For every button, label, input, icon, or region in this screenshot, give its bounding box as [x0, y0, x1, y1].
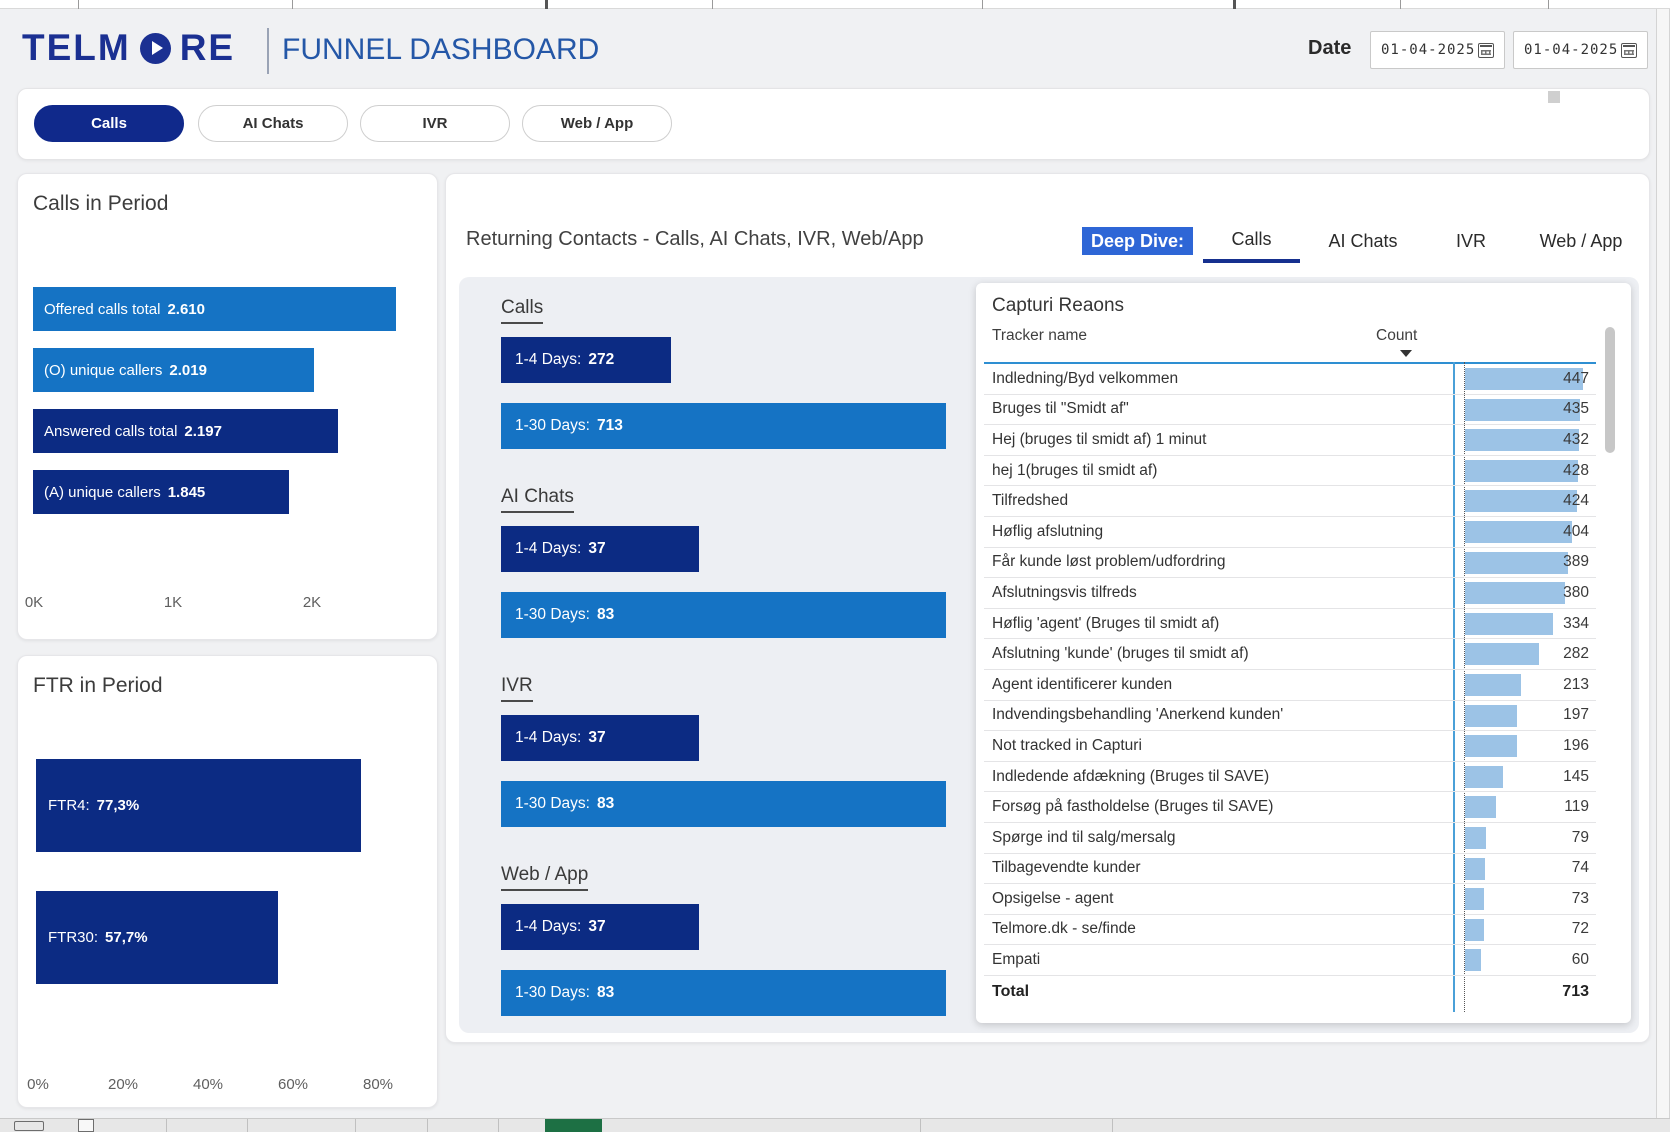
- count-bar: [1465, 490, 1577, 512]
- bar-value: 272: [588, 351, 615, 368]
- count-value: 404: [1563, 522, 1589, 540]
- bar-label: Offered calls total: [44, 300, 161, 318]
- tracker-name: Afslutning 'kunde' (bruges til smidt af): [992, 645, 1249, 663]
- top-strip-tick: [712, 0, 713, 9]
- count-value: 145: [1563, 767, 1589, 785]
- bar-value: 37: [588, 729, 606, 746]
- panel-scroll-handle[interactable]: [1548, 91, 1560, 103]
- count-value: 428: [1563, 461, 1589, 479]
- returning-contacts-panel: [445, 173, 1650, 1043]
- x-axis-tick: 0%: [27, 1076, 49, 1093]
- taskbar-excel-tab[interactable]: [545, 1119, 602, 1132]
- count-bar: [1465, 796, 1496, 818]
- count-value: 197: [1563, 706, 1589, 724]
- bar-label: (O) unique callers: [44, 361, 163, 379]
- date-to-input[interactable]: [1513, 31, 1648, 69]
- tracker-name: Not tracked in Capturi: [992, 736, 1142, 754]
- capturi-table-row[interactable]: [984, 609, 1596, 640]
- count-value: 282: [1563, 645, 1589, 663]
- x-axis-tick: 40%: [192, 1076, 224, 1093]
- funnel-bar[interactable]: [501, 781, 946, 827]
- count-bar: [1465, 766, 1503, 788]
- count-value: 447: [1563, 369, 1589, 387]
- top-strip-tick: [1548, 0, 1549, 9]
- logo-text-right: RE: [179, 27, 236, 68]
- count-bar: [1465, 705, 1517, 727]
- window-top-strip: [0, 0, 1670, 9]
- count-value: 432: [1563, 430, 1589, 448]
- calls-in-period-title: Calls in Period: [33, 192, 169, 215]
- x-axis-tick: 0K: [24, 594, 44, 611]
- taskbar-separator: [427, 1119, 428, 1132]
- count-bar: [1465, 552, 1568, 574]
- tracker-name: Hej (bruges til smidt af) 1 minut: [992, 430, 1207, 448]
- count-value: 334: [1563, 614, 1589, 632]
- count-value: 60: [1571, 951, 1589, 969]
- funnel-heading-calls[interactable]: Calls: [501, 297, 543, 324]
- tracker-name: Opsigelse - agent: [992, 889, 1114, 907]
- ftr-in-period-card: [17, 655, 438, 1108]
- capturi-total-value: 713: [1562, 983, 1589, 1000]
- deep-dive-tab-ivr[interactable]: IVR: [1455, 230, 1486, 251]
- tracker-name: Får kunde løst problem/udfordring: [992, 553, 1226, 571]
- ftr-bar[interactable]: [36, 759, 361, 852]
- funnel-bar[interactable]: [501, 592, 946, 638]
- count-bar: [1465, 429, 1579, 451]
- x-axis-tick: 1K: [163, 594, 183, 611]
- deep-dive-label: Deep Dive:: [1082, 227, 1193, 255]
- count-bar: [1465, 735, 1517, 757]
- tab-ai-chats[interactable]: AI Chats: [198, 105, 348, 142]
- capturi-table-row[interactable]: [984, 548, 1596, 579]
- bar-label: 1-4 Days:: [515, 540, 582, 557]
- count-value: 74: [1571, 859, 1589, 877]
- deep-dive-tab-ai-chats[interactable]: AI Chats: [1328, 230, 1398, 251]
- bar-value: 83: [596, 984, 615, 1001]
- capturi-reasons-card: [976, 283, 1631, 1023]
- x-axis-tick: 60%: [277, 1076, 309, 1093]
- capturi-table-row[interactable]: [984, 915, 1596, 946]
- bar-value: 2.019: [169, 361, 207, 379]
- tracker-name: Tilbagevendte kunder: [992, 859, 1141, 877]
- tracker-name: hej 1(bruges til smidt af): [992, 461, 1158, 479]
- date-from-input[interactable]: [1370, 31, 1505, 69]
- capturi-col-tracker-name[interactable]: Tracker name: [992, 327, 1088, 344]
- count-bar: [1465, 827, 1486, 849]
- tracker-name: Indledning/Byd velkommen: [992, 369, 1179, 387]
- capturi-table: [984, 364, 1596, 976]
- tracker-name: Telmore.dk - se/finde: [992, 920, 1136, 938]
- tracker-name: Spørge ind til salg/mersalg: [992, 828, 1176, 846]
- page-title: FUNNEL DASHBOARD: [282, 33, 600, 66]
- logo-play-icon: [140, 33, 171, 64]
- funnel-bar[interactable]: [501, 526, 699, 572]
- count-bar: [1465, 888, 1484, 910]
- bar-value: 77,3%: [96, 797, 140, 814]
- calendar-icon[interactable]: [1478, 43, 1494, 58]
- bar-value: 713: [596, 417, 623, 434]
- taskbar-separator: [920, 1119, 921, 1132]
- count-value: 435: [1563, 400, 1589, 418]
- funnel-bar[interactable]: [501, 403, 946, 449]
- bar-value: 37: [588, 540, 606, 557]
- x-axis-tick: 2K: [302, 594, 322, 611]
- ftr-bar[interactable]: [36, 891, 278, 984]
- logo-text-left: TELM: [22, 27, 131, 68]
- channel-tab-panel: [17, 88, 1650, 160]
- date-label: Date: [1308, 37, 1352, 59]
- x-axis-tick: 20%: [107, 1076, 139, 1093]
- tab-calls[interactable]: Calls: [34, 105, 184, 142]
- tracker-name: Høflig afslutning: [992, 522, 1104, 540]
- funnel-bar[interactable]: [501, 337, 671, 383]
- top-strip-tick: [292, 0, 293, 9]
- tab-web-app[interactable]: Web / App: [522, 105, 672, 142]
- funnel-heading-ai-chats[interactable]: AI Chats: [501, 486, 574, 513]
- funnel-bar[interactable]: [501, 715, 699, 761]
- taskbar-separator: [1112, 1119, 1113, 1132]
- top-strip-tick: [78, 0, 79, 9]
- bar-label: (A) unique callers: [44, 483, 161, 501]
- tracker-name: Indvendingsbehandling 'Anerkend kunden': [992, 706, 1284, 724]
- date-to-value: 01-04-2025: [1524, 42, 1619, 58]
- funnel-bar[interactable]: [501, 904, 699, 950]
- calls-in-period-card: [17, 173, 438, 640]
- calls-in-period-bar[interactable]: [33, 409, 338, 453]
- x-axis-tick: 80%: [362, 1076, 394, 1093]
- bar-label: 1-4 Days:: [515, 729, 582, 746]
- taskbar-separator: [355, 1119, 356, 1132]
- page-scrollbar-track[interactable]: [1656, 9, 1670, 1118]
- count-value: 380: [1563, 583, 1589, 601]
- bar-value: 2.197: [184, 422, 222, 440]
- bar-value: 57,7%: [105, 929, 148, 946]
- funnel-heading-ivr[interactable]: IVR: [501, 675, 533, 702]
- count-value: 196: [1563, 736, 1589, 754]
- bar-label: 1-30 Days:: [515, 795, 590, 812]
- capturi-table-row[interactable]: [984, 945, 1596, 976]
- count-bar: [1465, 521, 1572, 543]
- deep-dive-tab-web-app[interactable]: Web / App: [1539, 230, 1623, 251]
- capturi-table-row[interactable]: [984, 792, 1596, 823]
- bar-label: 1-4 Days:: [515, 351, 582, 368]
- capturi-table-row[interactable]: [984, 578, 1596, 609]
- calls-in-period-bar[interactable]: [33, 287, 396, 331]
- capturi-total-label: Total: [992, 983, 1030, 1000]
- tracker-name: Indledende afdækning (Bruges til SAVE): [992, 767, 1270, 785]
- bar-label: 1-30 Days:: [515, 417, 590, 434]
- tracker-name: Tilfredshed: [992, 492, 1069, 510]
- bar-value: 2.610: [167, 300, 205, 318]
- count-value: 389: [1563, 553, 1589, 571]
- bar-label: 1-30 Days:: [515, 606, 590, 623]
- bar-value: 83: [596, 606, 615, 623]
- returning-contacts-title: Returning Contacts - Calls, AI Chats, IVR, Web/App: [466, 228, 924, 250]
- bar-value: 83: [596, 795, 615, 812]
- capturi-table-row[interactable]: [984, 517, 1596, 548]
- taskbar-page-icon[interactable]: [78, 1119, 94, 1132]
- calls-in-period-bar[interactable]: [33, 470, 289, 514]
- capturi-col-count[interactable]: Count: [1376, 327, 1418, 344]
- tracker-name: Forsøg på fastholdelse (Bruges til SAVE): [992, 798, 1274, 816]
- top-strip-tick: [1400, 0, 1401, 9]
- top-strip-tick: [545, 0, 548, 9]
- calls-in-period-bar[interactable]: [33, 348, 314, 392]
- capturi-table-row[interactable]: [984, 823, 1596, 854]
- top-strip-tick: [1233, 0, 1236, 9]
- capturi-title: Capturi Reaons: [992, 295, 1125, 316]
- count-value: 79: [1571, 828, 1589, 846]
- capturi-table-row[interactable]: [984, 456, 1596, 487]
- capturi-table-row[interactable]: [984, 884, 1596, 915]
- bar-label: FTR30:: [48, 929, 99, 946]
- telmore-logo: [22, 27, 244, 69]
- date-from-value: 01-04-2025: [1381, 42, 1476, 58]
- count-value: 72: [1571, 920, 1589, 938]
- count-bar: [1465, 949, 1481, 971]
- capturi-table-row[interactable]: [984, 731, 1596, 762]
- bar-value: 37: [588, 918, 606, 935]
- tab-ivr[interactable]: IVR: [360, 105, 510, 142]
- taskbar-separator: [498, 1119, 499, 1132]
- count-value: 119: [1564, 798, 1589, 816]
- count-value: 73: [1571, 889, 1589, 907]
- count-bar: [1465, 613, 1553, 635]
- count-value: 213: [1563, 675, 1589, 693]
- tracker-name: Empati: [992, 951, 1041, 969]
- bar-label: FTR4:: [48, 797, 90, 814]
- capturi-table-row[interactable]: [984, 486, 1596, 517]
- capturi-table-row[interactable]: [984, 670, 1596, 701]
- calendar-icon[interactable]: [1621, 43, 1637, 58]
- capturi-scrollbar-thumb[interactable]: [1605, 327, 1615, 453]
- taskbar-strip: [0, 1118, 1670, 1132]
- bar-label: Answered calls total: [44, 422, 178, 440]
- bar-label: 1-30 Days:: [515, 984, 590, 1001]
- count-bar: [1465, 674, 1521, 696]
- capturi-table-row[interactable]: [984, 854, 1596, 885]
- header-divider: [267, 28, 269, 74]
- capturi-table-row[interactable]: [984, 364, 1596, 395]
- taskbar-grid-icon[interactable]: [14, 1121, 44, 1131]
- funnel-bar[interactable]: [501, 970, 946, 1016]
- count-bar: [1465, 582, 1565, 604]
- count-bar: [1465, 460, 1578, 482]
- funnel-heading-web-app[interactable]: Web / App: [501, 864, 588, 891]
- top-strip-tick: [982, 0, 983, 9]
- capturi-table-row[interactable]: [984, 762, 1596, 793]
- count-value: 424: [1563, 492, 1589, 510]
- count-bar: [1465, 858, 1485, 880]
- taskbar-separator: [166, 1119, 167, 1132]
- bar-label: 1-4 Days:: [515, 918, 582, 935]
- capturi-table-row[interactable]: [984, 425, 1596, 456]
- tracker-name: Afslutningsvis tilfreds: [992, 583, 1137, 601]
- tracker-name: Høflig 'agent' (Bruges til smidt af): [992, 614, 1220, 632]
- tracker-name: Agent identificerer kunden: [992, 675, 1173, 693]
- capturi-table-row[interactable]: [984, 395, 1596, 426]
- sort-descending-icon[interactable]: [1400, 350, 1412, 357]
- taskbar-separator: [247, 1119, 248, 1132]
- count-bar: [1465, 643, 1539, 665]
- bar-value: 1.845: [167, 483, 206, 501]
- deep-dive-tab-calls[interactable]: Calls: [1203, 219, 1300, 263]
- capturi-table-row[interactable]: [984, 701, 1596, 732]
- tracker-name: Bruges til "Smidt af": [992, 400, 1129, 418]
- capturi-table-row[interactable]: [984, 639, 1596, 670]
- ftr-in-period-title: FTR in Period: [33, 674, 163, 697]
- count-bar: [1465, 919, 1484, 941]
